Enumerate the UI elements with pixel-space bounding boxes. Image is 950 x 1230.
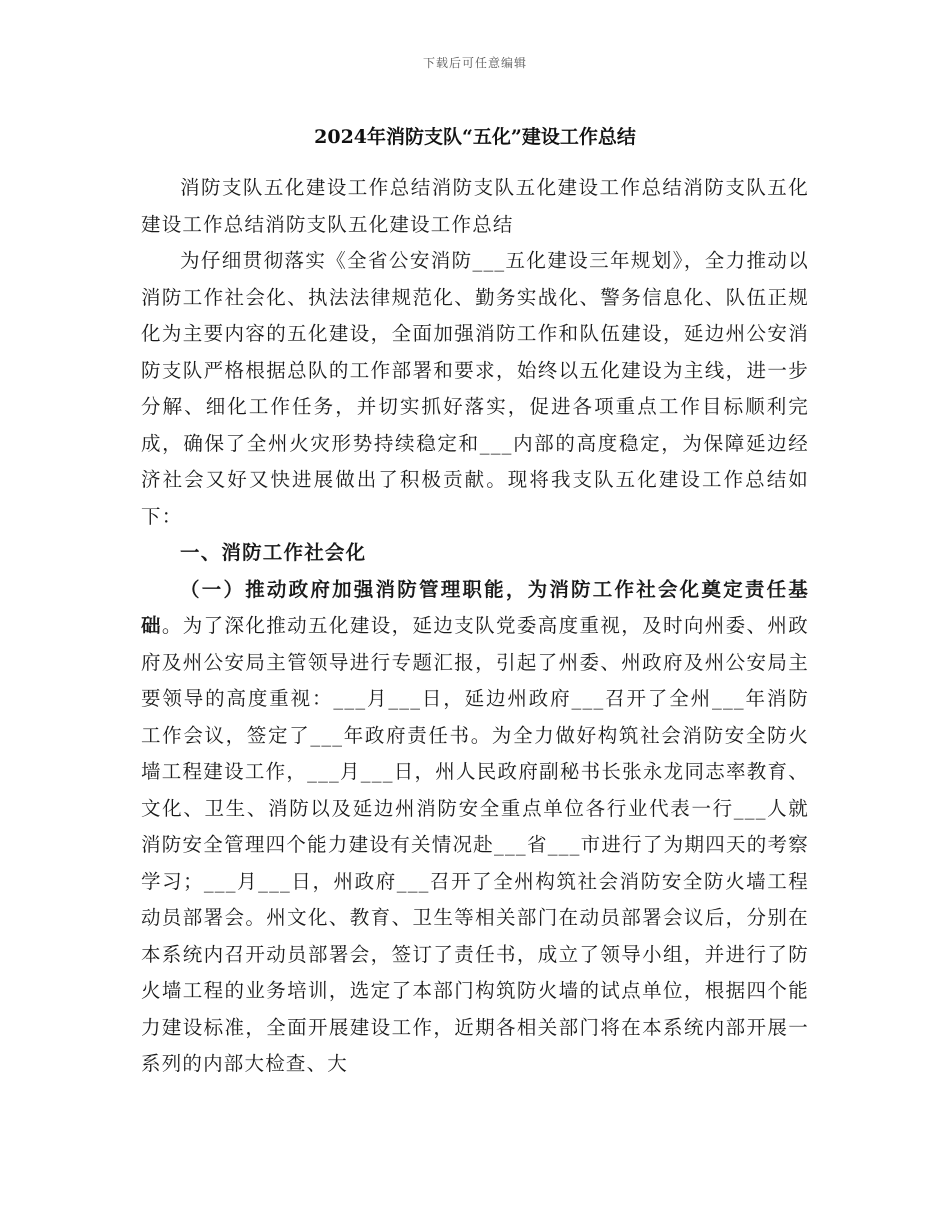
- document-body: [141, 170, 809, 1083]
- header-note: 下载后可任意编辑: [422, 56, 527, 70]
- paragraph-overview: 为仔细贯彻落实《全省公安消防___五化建设三年规划》，全力推动以消防工作社会化、执法法律规范化、勤务实战化、警务信息化、队伍正规化为主要内容的五化建设，全面加强消防工作和队伍建设，延边州公安消防支队严格根据总队的工作部署和要求，始终以五化建设为主线，进一步分解、细化工作任务，并切实抓好落实，促进各项重点工作目标顺利完成，确保了全州火灾形势持续稳定和___内部的高度稳定，为保障延边经济社会又好又快进展做出了积极贡献。现将我支队五化建设工作总结如下：: [141, 249, 809, 528]
- paragraph-intro-keywords: 消防支队五化建设工作总结消防支队五化建设工作总结消防支队五化建设工作总结消防支队五化建设工作总结: [141, 176, 809, 236]
- paragraph-section-1-1-text: 。为了深化推动五化建设，延边支队党委高度重视，及时向州委、州政府及州公安局主管领导进行专题汇报，引起了州委、州政府及州公安局主要领导的高度重视：___月___日，延边州政府___召开了全州___年消防工作会议，签定了___年政府责任书。为全力做好构筑社会消防安全防火墙工程建设工作，___月___日，州人民政府副秘书长张永龙同志率教育、文化、卫生、消防以及延边州消防安全重点单位各行业代表一行___人就消防安全管理四个能力建设有关情况赴___省___市进行了为期四天的考察学习；___月___日，州政府___召开了全州构筑社会消防安全防火墙工程动员部署会。州文化、教育、卫生等相关部门在动员部署会议后，分别在本系统内召开动员部署会，签订了责任书，成立了领导小组，并进行了防火墙工程的业务培训，选定了本部门构筑防火墙的试点单位，根据四个能力建设标准，全面开展建设工作，近期各相关部门将在本系统内部开展一系列的内部大检查、大: [141, 614, 810, 1075]
- subsection-heading-1-1: （一）推动政府加强消防管理职能，为消防工作社会化奠定责任基础: [141, 577, 809, 637]
- document-title: 2024年消防支队“五化”建设工作总结: [314, 126, 636, 148]
- paragraph-section-1-1: [141, 572, 809, 1083]
- section-heading-1: 一、消防工作社会化: [180, 541, 367, 564]
